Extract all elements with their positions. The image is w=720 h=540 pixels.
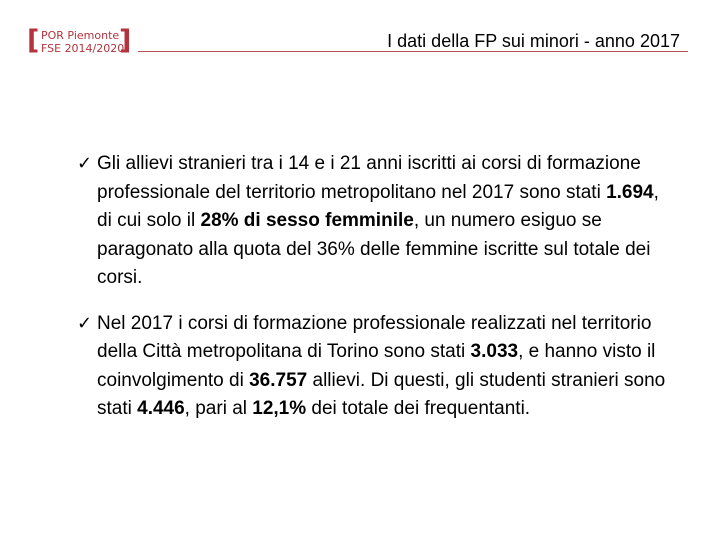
title-underline [138,51,688,52]
bullet-text [97,153,659,288]
checkmark-icon: ✓ [77,312,93,334]
por-fse-logo [27,26,131,58]
text-segment: Nel 2017 i corsi di formazione professionale realizzati nel territorio della Città metropolitana di Torino sono stati [97,312,652,362]
text-segment: , di cui solo il [97,181,659,231]
text-segment-bold: 1.694 [606,181,654,203]
page-title: I dati della FP sui minori - anno 2017 [387,31,680,51]
text-segment: , e hanno visto il coinvolgimento di [97,341,656,391]
text-segment: Gli allievi stranieri tra i 14 e i 21 anni iscritti ai corsi di formazione professionale del territorio metropolitano nel 2017 sono stati [97,153,641,203]
bullet-text [97,313,665,420]
logo-text [41,29,124,55]
text-segment-bold: 36.757 [249,369,308,391]
text-segment: , pari al [184,398,253,419]
logo-line-1: POR Piemonte [41,29,120,42]
logo-bracket-right: ] [119,25,132,56]
bullet-item [77,310,677,424]
text-segment: allievi. Di questi, gli studenti stranieri sono stati [97,369,666,419]
logo-bracket-left: [ [27,25,40,56]
text-segment-bold: 3.033 [470,341,519,362]
text-segment: dei totale dei frequentanti. [306,398,531,419]
text-segment: , un numero esiguo se paragonato alla quota del 36% delle femmine iscritte sul totale dei corsi. [97,210,651,288]
text-segment-bold: 28% di sesso femminile [200,210,414,231]
logo-line-2: FSE 2014/2020 [41,42,125,55]
text-segment-bold: 4.446 [137,398,185,419]
bullet-list [77,150,677,441]
checkmark-icon: ✓ [77,153,93,174]
bullet-item [77,150,677,293]
text-segment-bold: 12,1% [252,398,307,419]
